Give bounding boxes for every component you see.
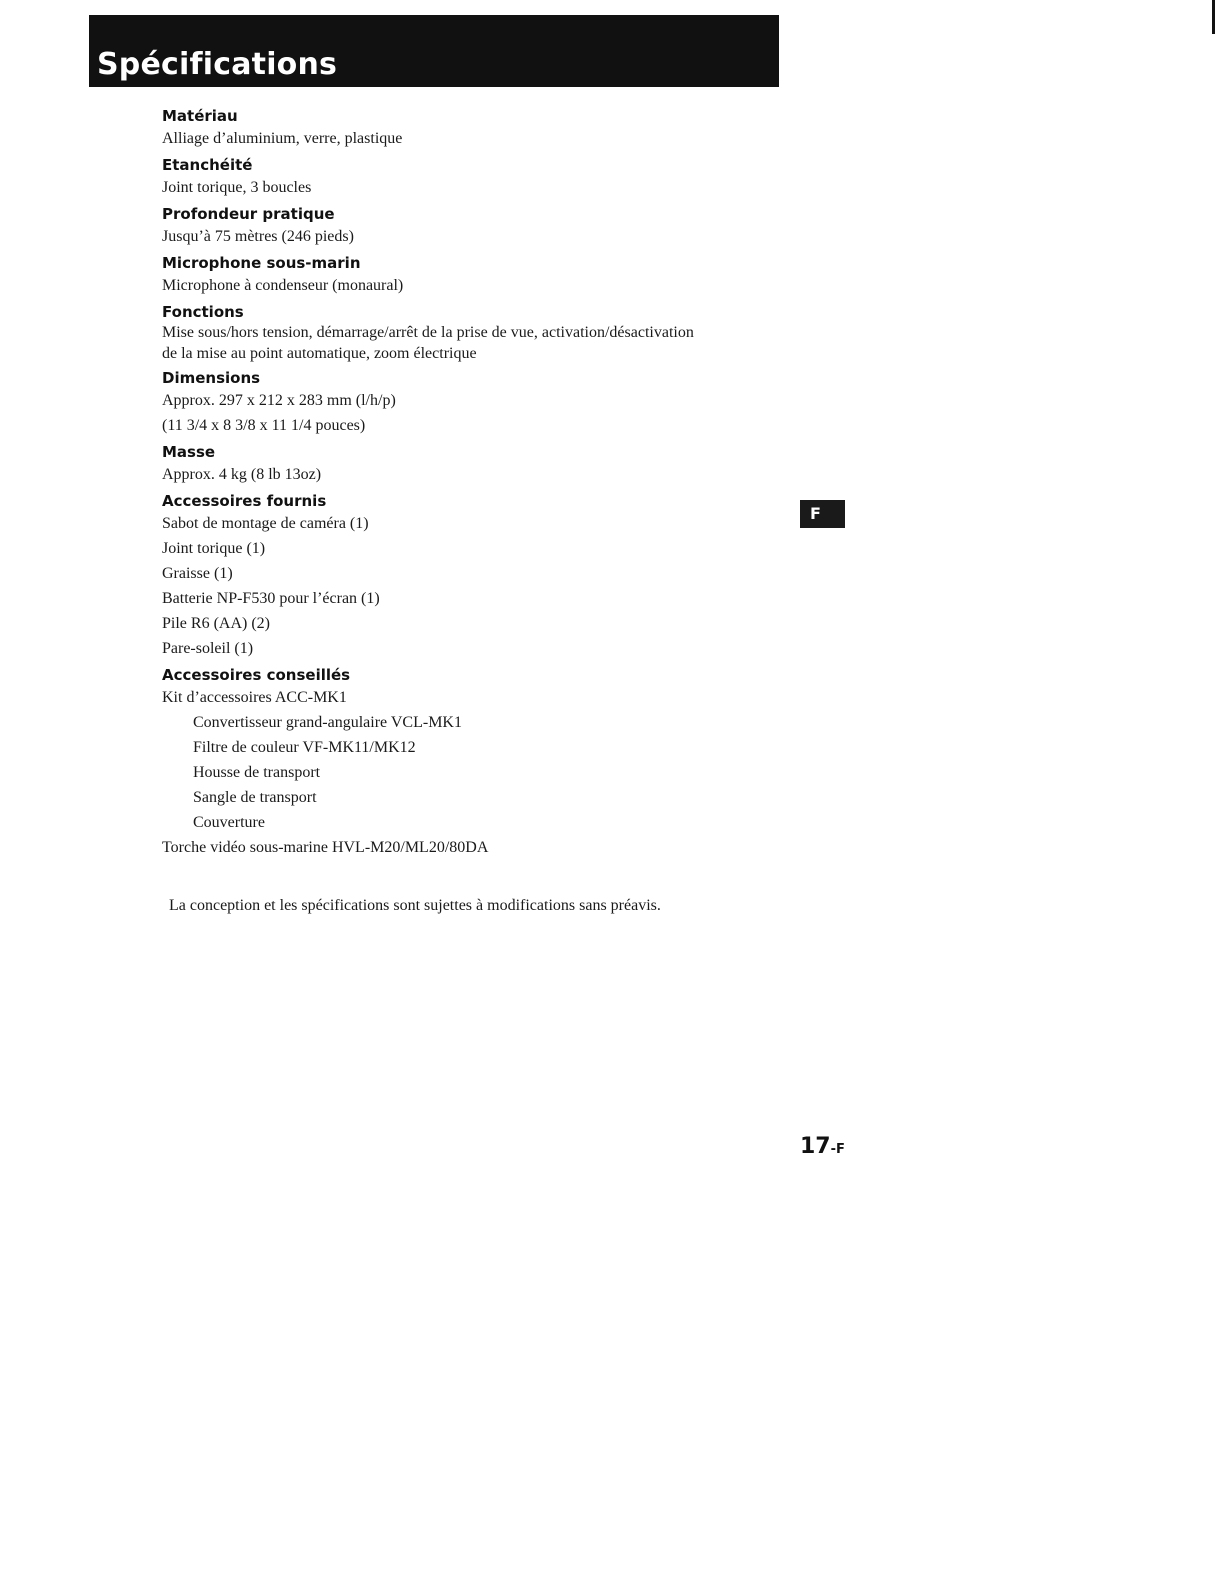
spec-accessoires-conseilles xyxy=(160,665,800,860)
spec-heading: Microphone sous-marin xyxy=(162,254,361,272)
spec-heading: Dimensions xyxy=(162,369,261,387)
spec-list xyxy=(160,106,800,864)
spec-profondeur xyxy=(160,204,800,249)
spec-dimensions xyxy=(160,368,800,438)
spec-value: Graisse (1) xyxy=(162,565,233,582)
kit-item: Housse de transport xyxy=(193,764,321,781)
spec-value: Joint torique (1) xyxy=(162,540,266,557)
spec-heading: Etanchéité xyxy=(162,156,253,174)
spec-value: Approx. 297 x 212 x 283 mm (l/h/p) xyxy=(162,392,396,409)
spec-masse xyxy=(160,442,800,487)
spec-value: Approx. 4 kg (8 lb 13oz) xyxy=(162,466,322,483)
spec-value: Pare-soleil (1) xyxy=(162,640,254,657)
spec-microphone xyxy=(160,253,800,298)
spec-value: Batterie NP-F530 pour l’écran (1) xyxy=(162,590,380,607)
spec-value: Joint torique, 3 boucles xyxy=(162,179,312,196)
title-banner xyxy=(89,15,779,87)
spec-value: Pile R6 (AA) (2) xyxy=(162,615,270,632)
spec-heading: Matériau xyxy=(162,107,238,125)
kit-item: Sangle de transport xyxy=(193,789,317,806)
spec-materiau xyxy=(160,106,800,151)
spec-etancheite xyxy=(160,155,800,200)
spec-value: Sabot de montage de caméra (1) xyxy=(162,515,369,532)
page-number-value: 17 xyxy=(800,1134,831,1159)
spec-fonctions xyxy=(160,302,800,364)
spec-heading: Accessoires fournis xyxy=(162,492,327,510)
spec-value: de la mise au point automatique, zoom électrique xyxy=(162,345,477,362)
page-number-suffix: -F xyxy=(830,1142,845,1157)
edge-mark xyxy=(1212,0,1215,34)
spec-heading: Profondeur pratique xyxy=(162,205,335,223)
kit-name: Kit d’accessoires ACC-MK1 xyxy=(162,689,347,706)
spec-accessoires-fournis xyxy=(160,491,800,661)
page-number xyxy=(800,1132,845,1165)
spec-value: Mise sous/hors tension, démarrage/arrêt de la prise de vue, activation/désactivation xyxy=(162,324,694,341)
kit-item: Convertisseur grand-angulaire VCL-MK1 xyxy=(193,714,462,731)
spec-value: Torche vidéo sous-marine HVL-M20/ML20/80DA xyxy=(162,839,489,856)
page-title: Spécifications xyxy=(97,47,338,82)
footnote: La conception et les spécifications sont sujettes à modifications sans préavis. xyxy=(169,897,661,914)
spec-value: Jusqu’à 75 mètres (246 pieds) xyxy=(162,228,354,245)
spec-value: (11 3/4 x 8 3/8 x 11 1/4 pouces) xyxy=(162,417,366,434)
language-tab: F xyxy=(800,500,845,528)
spec-value: Alliage d’aluminium, verre, plastique xyxy=(162,130,403,147)
kit-item: Filtre de couleur VF-MK11/MK12 xyxy=(193,739,416,756)
spec-value: Microphone à condenseur (monaural) xyxy=(162,277,404,294)
spec-heading: Fonctions xyxy=(162,303,244,321)
kit-item: Couverture xyxy=(193,814,265,831)
spec-heading: Masse xyxy=(162,443,216,461)
spec-heading: Accessoires conseillés xyxy=(162,666,351,684)
